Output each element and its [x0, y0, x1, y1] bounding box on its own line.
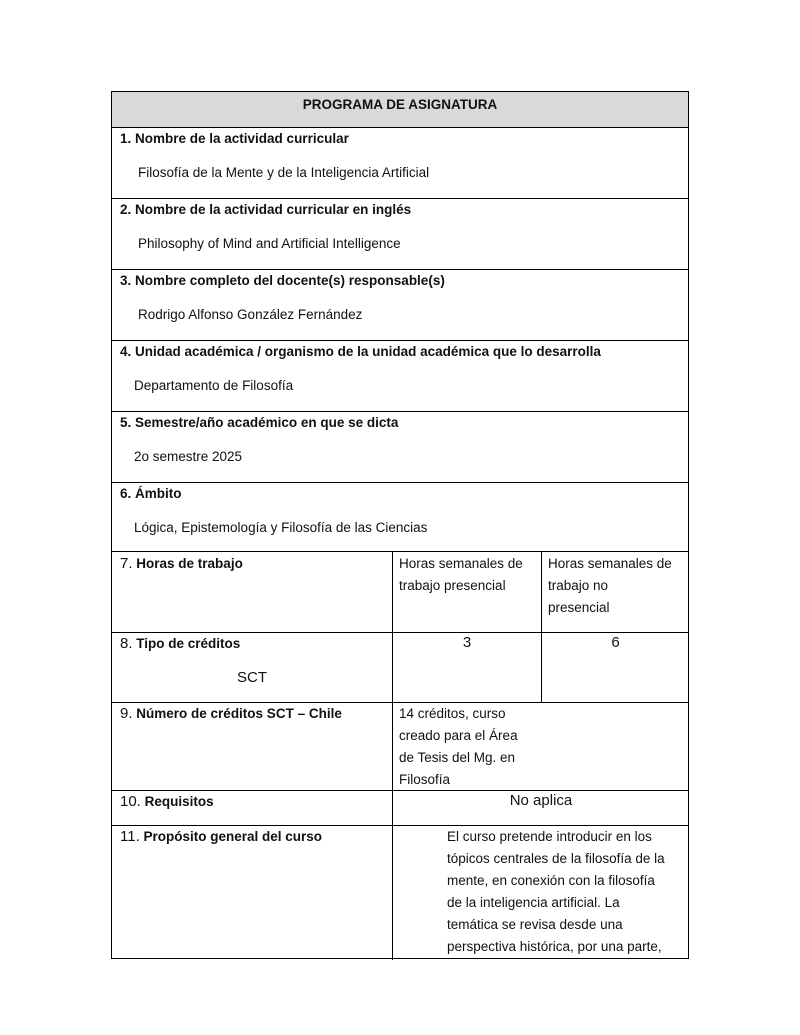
proposito-line4: de la inteligencia artificial. La	[447, 895, 620, 910]
horas-presencial-line1: Horas semanales de	[399, 556, 523, 571]
section-2-label: 2. Nombre de la actividad curricular en inglés	[120, 202, 412, 217]
proposito-label: 11. Propósito general del curso	[120, 828, 323, 845]
numero-creditos-line1: 14 créditos, curso	[399, 706, 506, 721]
section-6-value: Lógica, Epistemología y Filosofía de las Ciencias	[134, 520, 428, 535]
numero-creditos-line3: de Tesis del Mg. en	[399, 750, 516, 765]
horas-no-presencial-line1: Horas semanales de	[548, 556, 672, 571]
horas-no-presencial-line2: trabajo no	[548, 578, 609, 593]
section-5-value: 2o semestre 2025	[134, 449, 243, 464]
proposito-line1: El curso pretende introducir en los	[447, 829, 652, 844]
section-3-value: Rodrigo Alfonso González Fernández	[138, 307, 363, 322]
proposito-line3: mente, en conexión con la filosofía	[447, 873, 655, 888]
section-3-label: 3. Nombre completo del docente(s) responsable(s)	[120, 273, 445, 288]
proposito-line2: tópicos centrales de la filosofía de la	[447, 851, 665, 866]
horas-label: 7. Horas de trabajo	[120, 555, 243, 572]
section-4-label: 4. Unidad académica / organismo de la unidad académica que lo desarrolla	[120, 344, 601, 359]
section-2-value: Philosophy of Mind and Artificial Intelligence	[138, 236, 401, 251]
requisitos-label: 10. Requisitos	[120, 793, 214, 810]
numero-creditos-label: 9. Número de créditos SCT – Chile	[120, 705, 342, 722]
creditos-presencial-value: 3	[462, 634, 472, 651]
page-title: PROGRAMA DE ASIGNATURA	[302, 97, 498, 112]
section-6-label: 6. Ámbito	[120, 486, 182, 501]
numero-creditos-line2: creado para el Área	[399, 728, 518, 743]
section-1-value: Filosofía de la Mente y de la Inteligencia Artificial	[138, 165, 430, 180]
horas-presencial-line2: trabajo presencial	[399, 578, 506, 593]
creditos-label: 8. Tipo de créditos	[120, 635, 241, 652]
horas-no-presencial-line3: presencial	[548, 600, 610, 615]
creditos-no-presencial-value: 6	[611, 634, 620, 651]
syllabus-table	[111, 91, 689, 959]
requisitos-value: No aplica	[509, 792, 573, 809]
proposito-line5: temática se revisa desde una	[447, 917, 623, 932]
section-4-value: Departamento de Filosofía	[134, 378, 294, 393]
numero-creditos-line4: Filosofía	[399, 772, 451, 787]
section-1-label: 1. Nombre de la actividad curricular	[120, 131, 349, 146]
creditos-tipo: SCT	[237, 669, 267, 686]
proposito-line6: perspectiva histórica, por una parte,	[447, 939, 662, 954]
section-5-label: 5. Semestre/año académico en que se dicta	[120, 415, 399, 430]
